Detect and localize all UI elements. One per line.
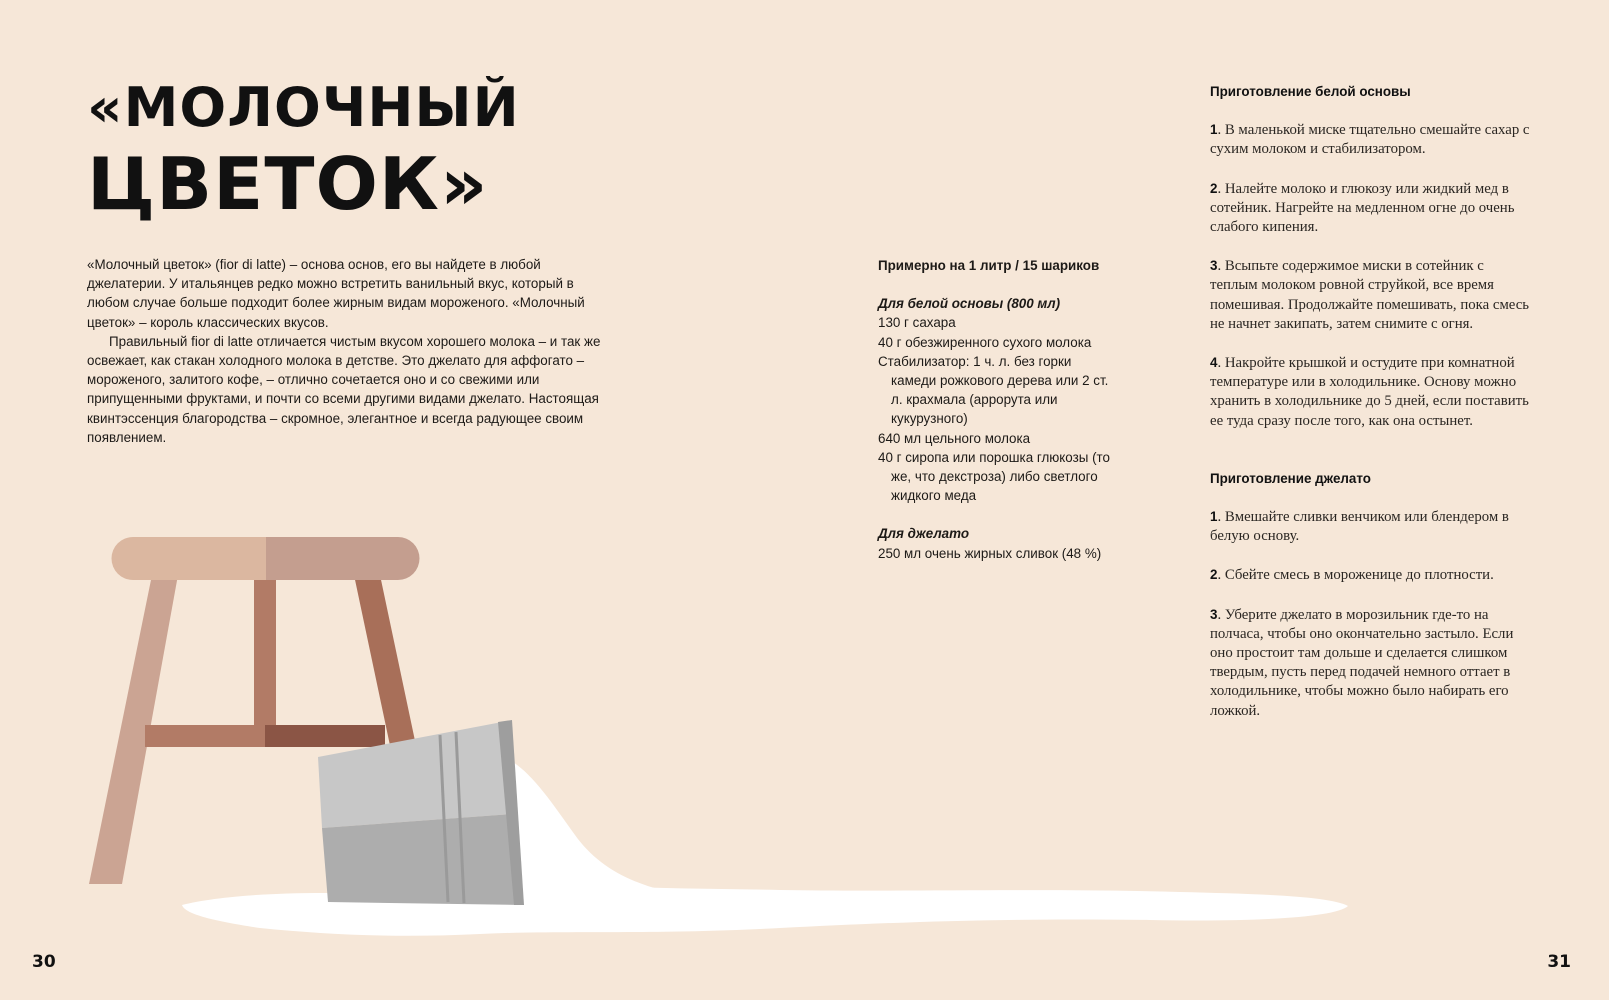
stool-stretcher-left [145,725,265,747]
page-number-right: 31 [1547,952,1571,972]
step-number: 2 [1210,567,1218,583]
method-step: 4. Накройте крышкой и остудите при комнатной температуре или в холодильнике. Основу можно хранить в холодильнике до 5 дней, если поставить ее туда сразу после того, как она остынет. [1210,355,1529,429]
ingredient-item: 40 г сиропа или порошка глюкозы (то же, что декстроза) либо светлого жидкого меда [878,449,1110,504]
method-step: 3. Всыпьте содержимое миски в сотейник с теплым молоком ровной струйкой, все время помешивая. Продолжайте помешивать, пока смесь не начнет закипать, затем снимите с огня. [1210,258,1530,332]
recipe-title [87,74,520,226]
stool-seat-right [266,537,420,580]
step-text: Уберите джелато в морозильник где-то на полчаса, чтобы оно окончательно застыло. Если оно простоит там дольше и сделается слишком твердым, пусть перед подачей немного оттает в холодильнике, чтобы можно было набирать его ложкой. [1210,606,1514,719]
step-number: 1 [1210,122,1218,138]
ingredient-item: 640 мл цельного молока [878,430,1031,446]
milk-stream [505,758,700,905]
stool-leg-center [254,575,276,727]
step-text: В маленькой миске тщательно смешайте сахар с сухим молоком и стабилизатором. [1210,122,1530,158]
step-number: 1 [1210,509,1218,525]
step-number: 4 [1210,355,1218,371]
ingredient-item: 130 г сахара [878,315,956,331]
recipe-title-line1: «МОЛОЧНЫЙ [87,76,520,139]
step-text: Налейте молоко и глюкозу или жидкий мед в сотейник. Нагрейте на медленном огне до очень слабого кипения. [1210,180,1515,236]
ingredient-item: 250 мл очень жирных сливок (48 %) [878,545,1102,561]
method-step: 1. Вмешайте сливки венчиком или блендером в белую основу. [1210,509,1509,545]
step-number: 3 [1210,258,1218,274]
step-text: Всыпьте содержимое миски в сотейник с теплым молоком ровной струйкой, все время помешивая. Продолжайте помешивать, пока смесь не начнет закипать, затем снимите с огня. [1210,258,1530,332]
method-step: 1. В маленькой миске тщательно смешайте сахар с сухим молоком и стабилизатором. [1210,122,1530,158]
method-step: 3. Уберите джелато в морозильник где-то на полчаса, чтобы оно окончательно застыло. Если оно простоит там дольше и сделается слишком твердым, пусть перед подачей немного оттает в холодильнике, чтобы можно было набирать его ложкой. [1210,606,1514,719]
gelato-method-heading: Приготовление джелато [1210,470,1371,486]
step-text: Вмешайте сливки венчиком или блендером в белую основу. [1210,509,1509,545]
method-instructions [1210,82,1530,740]
step-text: Накройте крышкой и остудите при комнатной температуре или в холодильнике. Основу можно хранить в холодильнике до 5 дней, если поставить ее туда сразу после того, как она остынет. [1210,355,1529,429]
step-number: 2 [1210,180,1218,196]
stool-seat-left [112,537,267,580]
base-method-heading: Приготовление белой основы [1210,84,1411,99]
yield-heading: Примерно на 1 литр / 15 шариков [878,258,1100,273]
step-text: Сбейте смесь в мороженице до плотности. [1224,567,1494,584]
ingredient-item: Стабилизатор: 1 ч. л. без горки камеди рожкового дерева или 2 ст. л. крахмала (аррорута или кукурузного) [878,353,1109,427]
gelato-ingredients-heading: Для джелато [878,526,970,542]
method-step: 2. Налейте молоко и глюкозу или жидкий мед в сотейник. Нагрейте на медленном огне до очень слабого кипения. [1210,180,1515,236]
ingredients-list [878,256,1118,563]
intro-paragraph: «Молочный цветок» (fior di latte) – основа основ, его вы найдете в любой джелатерии. У итальянцев редко можно встретить ванильный вкус, который в любом случае больше подходит более жирным видам мороженого. «Молочный цветок» – король классических вкусов. [87,257,585,330]
recipe-title-line2: ЦВЕТОК» [87,142,489,226]
method-step: 2. Сбейте смесь в мороженице до плотности. [1210,567,1494,584]
intro-paragraph: Правильный fior di latte отличается чистым вкусом хорошего молока – и так же освежает, как стакан холодного молока в детстве. Это джелато для аффогато – мороженого, залитого кофе, – отлично сочетается оно и со свежими или припущенными фруктами, и почти со всеми другими видами джелато. Настоящая квинтэссенция благородства – скромное, элегантное и всегда радующее своим появлением. [87,333,601,445]
stool-stretcher-right [265,725,385,747]
step-number: 3 [1210,606,1218,622]
page-number-left: 30 [32,952,56,972]
base-ingredients-heading: Для белой основы (800 мл) [878,296,1061,312]
intro-text [87,255,602,447]
ingredient-item: 40 г обезжиренного сухого молока [878,334,1092,350]
bucket-body-bottom [322,814,522,905]
